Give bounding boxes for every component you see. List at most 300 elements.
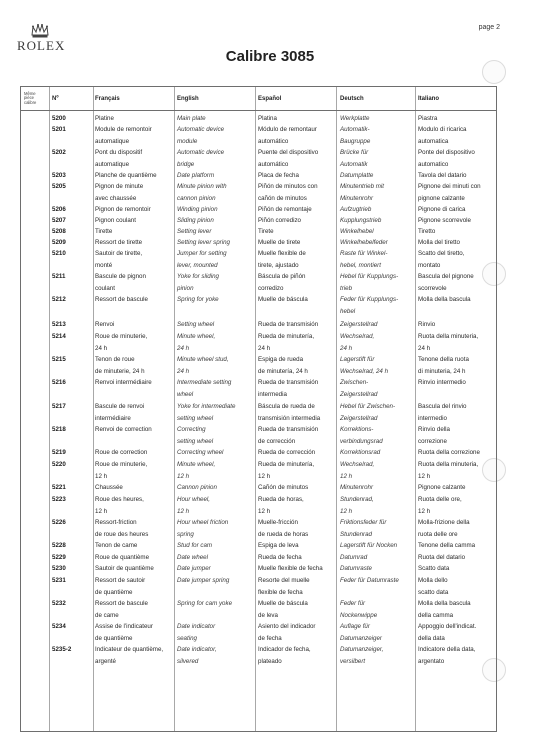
cell-line: Espiga de leva [258, 542, 299, 549]
cell-spanish [258, 401, 340, 424]
cell-italian [418, 517, 498, 540]
cell-spanish [258, 124, 340, 147]
cell-german [340, 644, 416, 667]
cell-line: Roue de minuterie, [95, 333, 148, 340]
cell-german [340, 271, 416, 294]
cell-line: Cannon pinion [177, 484, 217, 491]
cell-line: Datumplatte [340, 172, 374, 179]
cell-line: Roue des heures, [95, 496, 144, 503]
crown-icon [30, 24, 50, 39]
cell-line: Setting wheel [177, 321, 215, 328]
cell-french [95, 540, 173, 552]
cell-line: Date jumper spring [177, 577, 230, 584]
cell-line: Resorte del muelle [258, 577, 310, 584]
cell-line: Modulo di ricarica [418, 126, 467, 133]
cell-line: Aufzugtrieb [340, 206, 372, 213]
cell-line: Tirete [258, 228, 274, 235]
cell-french [95, 319, 173, 331]
cell-line: Báscula de piñón [258, 273, 306, 280]
cell-italian [418, 482, 498, 494]
cell-german [340, 170, 416, 182]
header-french: Français [95, 95, 120, 102]
cell-line: Bascula del rinvio [418, 403, 467, 410]
cell-line: Feder für [340, 600, 366, 607]
page-title: Calibre 3085 [225, 48, 315, 65]
cell-line: della camma [418, 611, 454, 619]
cell-french [95, 170, 173, 182]
part-number: 5201 [52, 126, 66, 133]
cell-line: Brücke für [340, 149, 369, 156]
cell-english [177, 459, 259, 482]
cell-line: Minutenrohr [340, 194, 374, 202]
cell-line: Ruota del datario [418, 554, 466, 561]
cell-spanish [258, 248, 340, 271]
cell-spanish [258, 598, 340, 621]
cell-line: Assise de l'indicateur [95, 623, 153, 630]
cell-line: Indicateur de quantième, [95, 646, 164, 653]
cell-line: Automatik- [340, 126, 370, 133]
cell-line: Tiretto [418, 228, 436, 235]
cell-line: Automatic device [177, 149, 225, 156]
cell-line: Scatto del tiretto, [418, 250, 465, 257]
cell-line: ruota delle ore [418, 530, 458, 538]
cell-line: 24 h [177, 344, 190, 352]
cell-french [95, 226, 173, 238]
cell-line: Korrektionsrad [340, 449, 381, 456]
cell-line: Roue de minuterie, [95, 461, 148, 468]
cell-english [177, 113, 259, 125]
cell-line: argentato [418, 657, 445, 665]
cell-german [340, 598, 416, 621]
binder-hole-icon [482, 60, 506, 84]
part-number: 5214 [52, 333, 66, 340]
part-number: 5223 [52, 496, 66, 503]
cell-line: Placa de fecha [258, 172, 299, 179]
cell-line: Nockenwippe [340, 611, 378, 619]
cell-spanish [258, 237, 340, 249]
cell-spanish [258, 147, 340, 170]
cell-line: Asiento del indicador [258, 623, 316, 630]
cell-line: Molla dello [418, 577, 448, 584]
cell-italian [418, 459, 498, 482]
cell-spanish [258, 621, 340, 644]
cell-line: Muelle de tirete [258, 239, 301, 246]
cell-spanish [258, 540, 340, 552]
cell-line: Tenone della camma [418, 542, 476, 549]
cell-spanish [258, 170, 340, 182]
cell-line: Datumrad [340, 554, 368, 561]
cell-line: Yoke for sliding [177, 273, 219, 280]
part-number: 5216 [52, 379, 66, 386]
cell-line: flexible de fecha [258, 588, 303, 596]
cell-line: Setting lever [177, 228, 212, 235]
cell-line: Sautoir de quantième [95, 565, 154, 572]
cell-english [177, 482, 259, 494]
cell-line: Sautoir de tirette, [95, 250, 143, 257]
cell-line: Tenon de came [95, 542, 138, 549]
part-number: 5203 [52, 172, 66, 179]
cell-line: hebel [340, 307, 356, 315]
cell-line: wheel [177, 390, 194, 398]
cell-line: Tenone della ruota [418, 356, 469, 363]
cell-french [95, 113, 173, 125]
header-spanish: Español [258, 95, 282, 102]
cell-german [340, 181, 416, 204]
cell-line: Jumper for setting [177, 250, 227, 257]
parts-table [20, 86, 497, 732]
cell-line: coulant [95, 284, 115, 292]
cell-line: Correcting [177, 426, 206, 433]
cell-english [177, 575, 259, 587]
cell-line: de fecha [258, 634, 282, 642]
cell-line: Module de remontoir [95, 126, 152, 133]
cell-line: de minutería, 24 h [258, 367, 308, 375]
cell-spanish [258, 331, 340, 354]
cell-line: Bascula del pignone [418, 273, 474, 280]
cell-french [95, 575, 173, 598]
cell-spanish [258, 644, 340, 667]
cell-french [95, 517, 173, 540]
cell-line: Cañón de minutos [258, 484, 309, 491]
cell-line: Spring for cam yoke [177, 600, 233, 607]
cell-line: Feder für Datumraste [340, 577, 399, 584]
cell-line: Pignon de minute [95, 183, 144, 190]
cell-line: Platina [258, 115, 277, 122]
part-number: 5229 [52, 554, 66, 561]
cell-line: 12 h [95, 472, 108, 480]
cell-line: seating [177, 634, 197, 642]
cell-english [177, 294, 259, 306]
cell-spanish [258, 354, 340, 377]
cell-line: Pignone calzante [418, 484, 466, 491]
cell-line: 12 h [418, 507, 431, 515]
cell-line: Lagerstift für [340, 356, 375, 363]
cell-line: Platine [95, 115, 114, 122]
cell-line: Tenon de roue [95, 356, 135, 363]
cell-italian [418, 644, 498, 667]
cell-line: 24 h [340, 344, 353, 352]
cell-english [177, 424, 259, 447]
cell-line: Bascule de pignon [95, 273, 146, 280]
cell-line: transmisión intermedia [258, 414, 321, 422]
cell-line: Automatic device [177, 126, 225, 133]
cell-line: de corrección [258, 437, 296, 445]
cell-line: Spring for yoke [177, 296, 219, 303]
cell-german [340, 552, 416, 564]
part-number: 5202 [52, 149, 66, 156]
cell-french [95, 215, 173, 227]
header-german: Deutsch [340, 95, 364, 102]
cell-german [340, 215, 416, 227]
cell-line: Yoke for intermediate [177, 403, 236, 410]
cell-line: Piñón de remontaje [258, 206, 312, 213]
cell-line: 12 h [258, 507, 271, 515]
cell-french [95, 181, 173, 204]
cell-line: Ressort de bascule [95, 600, 148, 607]
cell-french [95, 237, 173, 249]
cell-line: Lagerstift für Nocken [340, 542, 398, 549]
cell-line: cañón de minutos [258, 194, 307, 202]
cell-english [177, 598, 259, 610]
cell-line: Muelle-fricción [258, 519, 298, 526]
part-number: 5211 [52, 273, 66, 280]
cell-french [95, 563, 173, 575]
cell-german [340, 237, 416, 249]
cell-line: corredizo [258, 284, 284, 292]
cell-german [340, 226, 416, 238]
cell-line: Muelle flexible de fecha [258, 565, 323, 572]
cell-line: de leva [258, 611, 278, 619]
cell-line: Stundenrad [340, 530, 372, 538]
cell-line: Tirette [95, 228, 113, 235]
cell-italian [418, 575, 498, 598]
cell-line: verbindungsrad [340, 437, 383, 445]
cell-line: Pignon coulant [95, 217, 136, 224]
cell-line: Zeigerstellrad [340, 321, 378, 328]
cell-line: plateado [258, 657, 282, 665]
cell-line: lever, mounted [177, 261, 218, 269]
part-number: 5221 [52, 484, 66, 491]
cell-line: Minute wheel, [177, 333, 216, 340]
cell-german [340, 540, 416, 552]
cell-line: silvered [177, 657, 199, 665]
cell-french [95, 598, 173, 621]
part-number: 5220 [52, 461, 66, 468]
cell-line: Molla-frizione della [418, 519, 470, 526]
cell-italian [418, 447, 498, 459]
cell-italian [418, 377, 498, 389]
cell-line: Ressort-friction [95, 519, 137, 526]
cell-english [177, 644, 259, 667]
cell-english [177, 271, 259, 294]
cell-german [340, 575, 416, 587]
cell-italian [418, 215, 498, 227]
cell-german [340, 124, 416, 147]
cell-line: Zeigerstellrad [340, 390, 378, 398]
cell-line: Indicador de fecha, [258, 646, 311, 653]
cell-english [177, 540, 259, 552]
cell-line: Rueda de transmisión [258, 321, 319, 328]
cell-french [95, 331, 173, 354]
cell-line: Date jumper [177, 565, 211, 572]
cell-line: Hour wheel, [177, 496, 211, 503]
cell-line: Werkplatte [340, 115, 370, 122]
cell-line: automático [258, 137, 289, 145]
part-number: 5230 [52, 565, 66, 572]
cell-line: Báscula de rueda de [258, 403, 315, 410]
cell-line: hebel, montiert [340, 261, 381, 269]
cell-line: Stundenrad, [340, 496, 374, 503]
cell-german [340, 377, 416, 400]
cell-line: 12 h [340, 507, 353, 515]
cell-italian [418, 248, 498, 271]
cell-line: Kupplungstrieb [340, 217, 382, 224]
cell-french [95, 124, 173, 147]
cell-line: Muelle de báscula [258, 600, 308, 607]
cell-french [95, 401, 173, 424]
cell-line: versilbert [340, 657, 366, 665]
cell-spanish [258, 113, 340, 125]
cell-german [340, 294, 416, 317]
cell-line: de came [95, 611, 119, 619]
cell-italian [418, 294, 498, 306]
cell-line: tirete, ajustado [258, 261, 299, 269]
cell-spanish [258, 459, 340, 482]
cell-line: Planche de quantième [95, 172, 157, 179]
cell-spanish [258, 226, 340, 238]
cell-english [177, 226, 259, 238]
cell-line: setting wheel [177, 437, 214, 445]
cell-line: Ressort de sautoir [95, 577, 146, 584]
cell-spanish [258, 552, 340, 564]
cell-line: Rueda de transmisión [258, 426, 319, 433]
cell-line: Puente del dispositivo [258, 149, 319, 156]
cell-line: Piñón corredizo [258, 217, 301, 224]
cell-italian [418, 226, 498, 238]
cell-line: de rueda de horas [258, 530, 309, 538]
part-number: 5212 [52, 296, 66, 303]
cell-line: 12 h [177, 472, 190, 480]
cell-italian [418, 354, 498, 377]
cell-spanish [258, 494, 340, 517]
cell-line: Rinvio [418, 321, 436, 328]
cell-german [340, 424, 416, 447]
cell-french [95, 354, 173, 377]
cell-line: Setting lever spring [177, 239, 230, 246]
cell-german [340, 482, 416, 494]
cell-line: avec chaussée [95, 194, 137, 202]
part-number: 5213 [52, 321, 66, 328]
cell-line: Zeigerstellrad [340, 414, 378, 422]
part-number: 5209 [52, 239, 66, 246]
cell-line: module [177, 137, 198, 145]
cell-line: Tavola del datario [418, 172, 467, 179]
cell-line: Minutenrohr [340, 484, 374, 491]
cell-english [177, 248, 259, 271]
cell-line: 24 h [177, 367, 190, 375]
cell-italian [418, 598, 498, 621]
cell-french [95, 147, 173, 170]
cell-line: Molla della bascula [418, 600, 471, 607]
cell-english [177, 181, 259, 204]
cell-spanish [258, 424, 340, 447]
brand-name: ROLEX [17, 38, 66, 53]
part-number: 5228 [52, 542, 66, 549]
cell-line: trieb [340, 284, 353, 292]
page-number: page 2 [478, 24, 500, 31]
cell-line: de roue des heures [95, 530, 149, 538]
cell-line: 24 h [95, 344, 108, 352]
cell-spanish [258, 517, 340, 540]
part-number: 5208 [52, 228, 66, 235]
part-number: 5207 [52, 217, 66, 224]
cell-line: intermédiaire [95, 414, 131, 422]
cell-line: Chaussée [95, 484, 123, 491]
header-italian: Italiano [418, 95, 440, 102]
cell-german [340, 459, 416, 482]
cell-line: Raste für Winkel- [340, 250, 388, 257]
cell-line: Renvoi de correction [95, 426, 152, 433]
part-number: 5218 [52, 426, 66, 433]
cell-line: Date indicator, [177, 646, 217, 653]
cell-english [177, 170, 259, 182]
cell-german [340, 331, 416, 354]
cell-line: Minute wheel, [177, 461, 216, 468]
cell-line: Renvoi [95, 321, 115, 328]
cell-french [95, 482, 173, 494]
cell-english [177, 354, 259, 377]
cell-line: Wechselrad, [340, 333, 375, 340]
cell-line: de quantième [95, 634, 133, 642]
cell-line: scatto data [418, 588, 449, 596]
cell-french [95, 552, 173, 564]
cell-english [177, 331, 259, 354]
cell-line: Sliding pinion [177, 217, 214, 224]
header-number: Nº [52, 95, 59, 102]
cell-german [340, 401, 416, 424]
cell-line: Date wheel [177, 554, 208, 561]
cell-line: cannon pinion [177, 194, 216, 202]
cell-line: Main plate [177, 115, 206, 122]
cell-line: Automatik [340, 160, 368, 168]
cell-french [95, 447, 173, 459]
part-number: 5210 [52, 250, 66, 257]
cell-french [95, 248, 173, 271]
cell-spanish [258, 377, 340, 400]
cell-line: Baugruppe [340, 137, 371, 145]
cell-english [177, 204, 259, 216]
cell-line: Ressort de tirette [95, 239, 143, 246]
part-number: 5232 [52, 600, 66, 607]
cell-german [340, 517, 416, 540]
cell-italian [418, 147, 498, 170]
cell-line: pignone calzante [418, 194, 465, 202]
header-english: English [177, 95, 199, 102]
cell-line: Hebel für Kupplungs- [340, 273, 399, 280]
cell-line: pinion [177, 284, 194, 292]
cell-line: automatico [418, 160, 449, 168]
cell-italian [418, 424, 498, 447]
part-number: 5235-2 [52, 646, 72, 653]
cell-spanish [258, 447, 340, 459]
cell-line: Minute pinion with [177, 183, 227, 190]
cell-french [95, 377, 173, 389]
header-same-piece: Même pièce calibre [24, 90, 37, 105]
cell-english [177, 124, 259, 147]
cell-italian [418, 271, 498, 294]
cell-line: bridge [177, 160, 195, 168]
cell-spanish [258, 294, 340, 306]
cell-italian [418, 124, 498, 147]
cell-line: Correcting wheel [177, 449, 224, 456]
cell-italian [418, 621, 498, 644]
cell-line: Wechselrad, [340, 461, 375, 468]
cell-line: Stud for cam [177, 542, 213, 549]
cell-italian [418, 401, 498, 424]
cell-line: Rueda de minutería, [258, 461, 315, 468]
cell-line: automatica [418, 137, 449, 145]
cell-spanish [258, 181, 340, 204]
cell-italian [418, 237, 498, 249]
cell-line: argenté [95, 657, 116, 665]
cell-italian [418, 181, 498, 204]
cell-line: 12 h [340, 472, 353, 480]
cell-line: Ruota delle ore, [418, 496, 462, 503]
cell-spanish [258, 563, 340, 575]
cell-line: automatique [95, 160, 130, 168]
cell-french [95, 459, 173, 482]
part-number: 5200 [52, 115, 66, 122]
